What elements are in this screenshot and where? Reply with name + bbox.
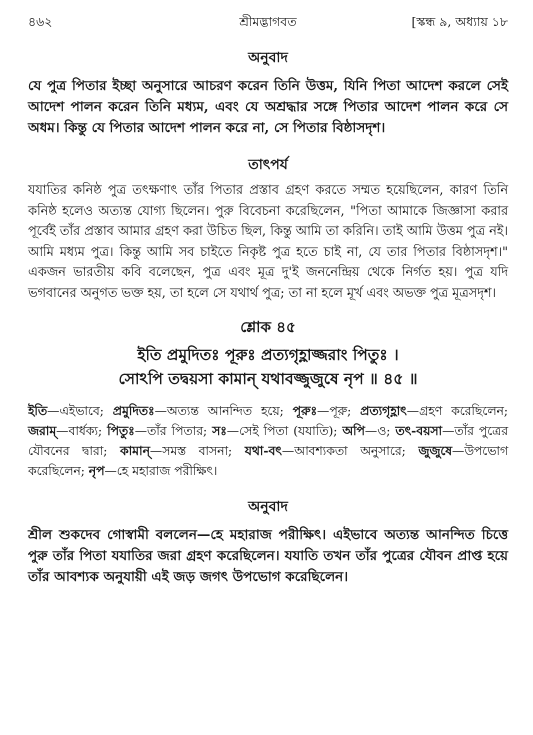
synonym-meaning: —হে মহারাজ পরীক্ষিৎ।: [104, 464, 218, 478]
synonym-term: জরাম্: [28, 423, 57, 438]
synonym-meaning: —সেই পিতা (যযাতি);: [226, 424, 343, 438]
synonym-meaning: —এইভাবে;: [47, 404, 113, 418]
translation-text: যে পুত্র পিতার ইচ্ছা অনুসারে আচরণ করেন তিনি উত্তম, যিনি পিতা আদেশ করলে সেই আদেশ পালন করেন তিনি মধ্যম, এবং যে অশ্রদ্ধার সঙ্গে পিতার আদেশ পালন করে সে অধম। কিন্তু যে পিতার আদেশ পালন করে না, সে পিতার বিষ্ঠাসদৃশ।: [28, 78, 508, 136]
synonym-meaning: —তাঁর পুত্রের যৌবনের দ্বারা;: [28, 424, 508, 458]
synonym-term: কামান্: [120, 443, 150, 458]
synonym-term: পিতুঃ: [107, 423, 135, 438]
synonym-meaning: —ও;: [364, 424, 396, 438]
synonym-meaning: —উপভোগ করেছিলেন;: [28, 444, 508, 478]
synonym-term: যথা-বৎ: [244, 443, 282, 458]
translation-heading-2: অনুবাদ: [248, 499, 288, 515]
page-number: ৪৬২: [28, 14, 53, 29]
synonym-term: ইতি: [28, 403, 48, 418]
synonym-meaning: —পূরু;: [317, 404, 361, 418]
synonym-term: নৃপ: [88, 463, 105, 478]
verse-line-2: সোঽপি তদ্বয়সা কামান্ যথাবজ্জুজুষে নৃপ ॥ ৪৫ ॥: [118, 369, 418, 388]
synonym-term: প্রত্যগৃহ্ণাৎ: [360, 403, 407, 418]
synonym-meaning: —গ্রহণ করেছিলেন;: [406, 404, 508, 418]
page: [28, 14, 508, 588]
chapter-reference: [স্কন্ধ ৯, অধ্যায় ১৮: [411, 14, 508, 29]
synonym-term: তৎ-বয়সা: [395, 423, 443, 438]
synonym-meaning: —আবশ্যকতা অনুসারে;: [281, 444, 419, 458]
synonym-meaning: —বার্ধক্য;: [56, 424, 108, 438]
synonym-term: অপি: [342, 423, 365, 438]
synonym-term: জুজুষে: [418, 443, 453, 458]
synonym-term: সঃ: [212, 423, 227, 438]
synonyms-block: [28, 401, 508, 481]
verse-number: শ্লোক ৪৫: [240, 318, 296, 336]
page-header: [28, 14, 508, 34]
synonym-term: পূরুঃ: [292, 403, 318, 418]
synonym-meaning: —তাঁর পিতার;: [134, 424, 213, 438]
verse-line-1: ইতি প্রমুদিতঃ পূরুঃ প্রত্যগৃহ্ণাজ্জরাং পিতুঃ ।: [137, 345, 399, 364]
purport-heading: তাৎপর্য: [248, 157, 288, 173]
synonym-meaning: —অত্যন্ত আনন্দিত হয়ে;: [154, 404, 293, 418]
translation-text-2: শ্রীল শুকদেব গোস্বামী বললেন—হে মহারাজ পরীক্ষিৎ। এইভাবে অত্যন্ত আনন্দিত চিত্তে পুরু তাঁর পিতা যযাতির জরা গ্রহণ করেছিলেন। যযাতি তখন তাঁর পুত্রের যৌবন প্রাপ্ত হয়ে তাঁর আবশ্যক অনুযায়ী এই জড় জগৎ উপভোগ করেছিলেন।: [28, 527, 508, 585]
synonym-term: প্রমুদিতঃ: [112, 403, 155, 418]
book-title: শ্রীমদ্ভাগবত: [239, 14, 297, 29]
translation-heading: অনুবাদ: [248, 50, 288, 66]
synonym-meaning: —সমস্ত বাসনা;: [149, 444, 245, 458]
purport-text: যযাতির কনিষ্ঠ পুত্র তৎক্ষণাৎ তাঁর পিতার প্রস্তাব গ্রহণ করতে সম্মত হয়েছিলেন, কারণ তিনি কনিষ্ঠ হলেও অত্যন্ত যোগ্য ছিলেন। পুরু বিবেচনা করেছিলেন, "পিতা আমাকে জিজ্ঞাসা করার পূর্বেই তাঁর প্রস্তাব আমার গ্রহণ করা উচিত ছিল, কিন্তু আমি তা করিনি। তাই আমি উত্তম পুত্র নই। আমি মধ্যম পুত্র। কিন্তু আমি সব চাইতে নিকৃষ্ট পুত্র হতে চাই না, যে তার পিতার বিষ্ঠাসদৃশ।" একজন ভারতীয় কবি বলেছেন, পুত্র এবং মূত্র দু'ই জননেন্দ্রিয় থেকে নির্গত হয়। পুত্র যদি ভগবানের অনুগত ভক্ত হয়, তা হলে সে যথার্থ পুত্র; তা না হলে মূর্খ এবং অভক্ত পুত্র মূত্রসদৃশ।: [28, 183, 508, 301]
